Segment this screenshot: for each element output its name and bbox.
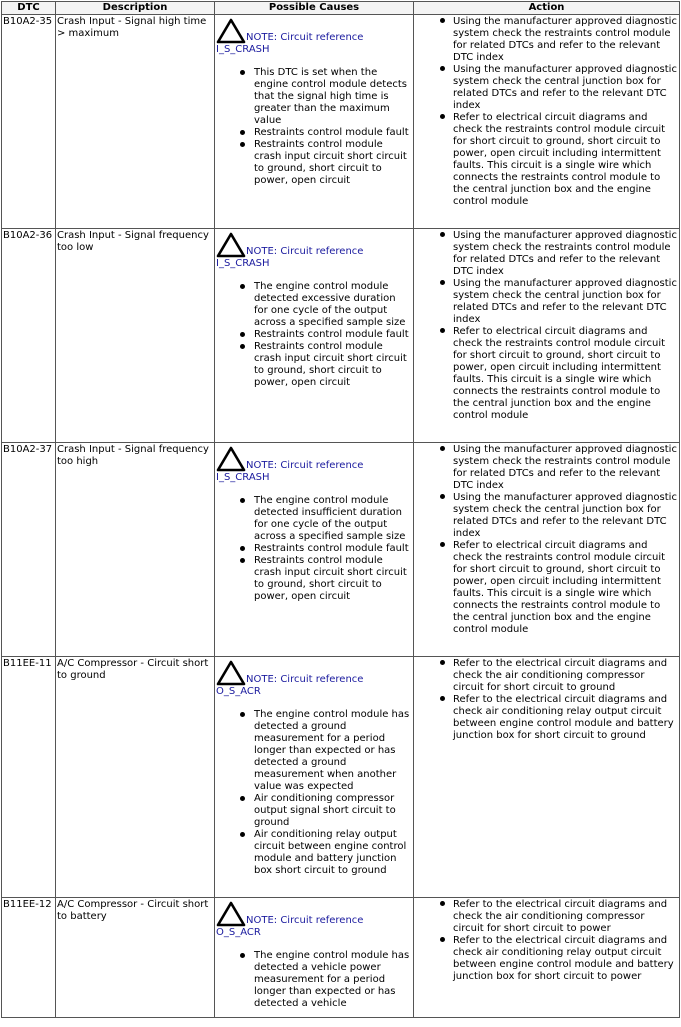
cause-item: Restraints control module crash input circuit short circuit to ground, short circuit to power, open circuit (254, 341, 412, 389)
actions-list (415, 444, 678, 636)
possible-causes-cell (215, 15, 414, 229)
cause-item: Restraints control module crash input circuit short circuit to ground, short circuit to power, open circuit (254, 139, 412, 187)
actions-list (415, 16, 678, 208)
cause-item: The engine control module detected insufficient duration for one cycle of the output across a specified sample size (254, 495, 412, 543)
cause-item: Restraints control module fault (254, 329, 412, 341)
note-line (216, 899, 412, 927)
warning-triangle-icon (216, 901, 246, 927)
action-item: Using the manufacturer approved diagnostic system check the restraints control module for related DTCs and refer to the relevant DTC index (453, 230, 677, 277)
action-item: Using the manufacturer approved diagnostic system check the central junction box for related DTCs and refer to the relevant DTC index (453, 64, 677, 111)
action-cell (414, 229, 680, 443)
possible-causes-cell (215, 898, 414, 1018)
actions-list (415, 899, 678, 983)
note-line (216, 658, 412, 686)
circuit-note (216, 16, 412, 56)
dtc-description: Crash Input - Signal high time > maximum (56, 15, 215, 229)
warning-triangle-icon (216, 18, 246, 44)
circuit-note (216, 230, 412, 270)
table-row (2, 443, 680, 657)
dtc-code: B10A2-36 (2, 229, 56, 443)
cause-item: The engine control module has detected a ground measurement for a period longer than expected or has detected a ground measurement when another value was expected (254, 709, 412, 793)
circuit-note (216, 899, 412, 939)
action-cell (414, 15, 680, 229)
dtc-description: A/C Compressor - Circuit short to battery (56, 898, 215, 1018)
causes-list (216, 709, 412, 877)
action-item: Using the manufacturer approved diagnostic system check the central junction box for related DTCs and refer to the relevant DTC index (453, 278, 677, 325)
action-item: Refer to the electrical circuit diagrams and check the air conditioning compressor circuit for short circuit to power (453, 899, 678, 935)
circuit-reference: O_S_ACR (216, 686, 261, 697)
cause-item: Restraints control module fault (254, 127, 412, 139)
possible-causes-cell (215, 657, 414, 898)
warning-triangle-icon (216, 232, 246, 258)
circuit-note (216, 444, 412, 484)
dtc-table (1, 1, 680, 1018)
header-dtc: DTC (2, 2, 56, 15)
action-item: Refer to electrical circuit diagrams and check the restraints control module circuit for short circuit to ground, short circuit to power, open circuit including intermittent faults. This circuit is a single wire which connects the restraints control module to the central junction box and the engine control module (453, 326, 678, 422)
action-item: Refer to the electrical circuit diagrams and check the air conditioning compressor circuit for short circuit to ground (453, 658, 678, 694)
cause-item: Restraints control module crash input circuit short circuit to ground, short circuit to power, open circuit (254, 555, 412, 603)
circuit-reference: I_S_CRASH (216, 44, 270, 55)
table-row (2, 15, 680, 229)
note-line (216, 444, 412, 472)
dtc-description: Crash Input - Signal frequency too high (56, 443, 215, 657)
action-cell (414, 443, 680, 657)
action-item: Refer to the electrical circuit diagrams and check air conditioning relay output circuit between engine control module and battery junction box for short circuit to power (453, 935, 678, 983)
note-label: NOTE: Circuit reference (246, 674, 364, 685)
causes-list (216, 67, 412, 187)
header-description: Description (56, 2, 215, 15)
dtc-code: B10A2-35 (2, 15, 56, 229)
cause-item: Air conditioning relay output circuit between engine control module and battery junction box short circuit to ground (254, 829, 412, 877)
note-line (216, 16, 412, 44)
possible-causes-cell (215, 443, 414, 657)
circuit-note (216, 658, 412, 698)
dtc-code: B10A2-37 (2, 443, 56, 657)
dtc-description: Crash Input - Signal frequency too low (56, 229, 215, 443)
circuit-reference: I_S_CRASH (216, 258, 270, 269)
dtc-code: B11EE-12 (2, 898, 56, 1018)
header-action: Action (414, 2, 680, 15)
actions-list (415, 658, 678, 742)
circuit-reference: O_S_ACR (216, 927, 261, 938)
cause-item: This DTC is set when the engine control module detects that the signal high time is greater than the maximum value (254, 67, 412, 127)
action-item: Using the manufacturer approved diagnostic system check the restraints control module for related DTCs and refer to the relevant DTC index (453, 16, 677, 63)
table-row (2, 657, 680, 898)
cause-item: Air conditioning compressor output signal short circuit to ground (254, 793, 412, 829)
action-item: Using the manufacturer approved diagnostic system check the central junction box for related DTCs and refer to the relevant DTC index (453, 492, 677, 539)
possible-causes-cell (215, 229, 414, 443)
dtc-code: B11EE-11 (2, 657, 56, 898)
header-possible-causes: Possible Causes (215, 2, 414, 15)
action-cell (414, 898, 680, 1018)
causes-list (216, 281, 412, 389)
note-label: NOTE: Circuit reference (246, 460, 364, 471)
causes-list (216, 950, 412, 1010)
cause-item: The engine control module has detected a vehicle power measurement for a period longer than expected or has detected a vehicle (254, 950, 412, 1010)
dtc-description: A/C Compressor - Circuit short to ground (56, 657, 215, 898)
warning-triangle-icon (216, 446, 246, 472)
action-item: Using the manufacturer approved diagnostic system check the restraints control module for related DTCs and refer to the relevant DTC index (453, 444, 677, 491)
cause-item: The engine control module detected excessive duration for one cycle of the output across a specified sample size (254, 281, 412, 329)
warning-triangle-icon (216, 660, 246, 686)
note-label: NOTE: Circuit reference (246, 915, 364, 926)
header-row (2, 2, 680, 15)
causes-list (216, 495, 412, 603)
note-label: NOTE: Circuit reference (246, 246, 364, 257)
action-cell (414, 657, 680, 898)
action-item: Refer to electrical circuit diagrams and check the restraints control module circuit for short circuit to ground, short circuit to power, open circuit including intermittent faults. This circuit is a single wire which connects the restraints control module to the central junction box and the engine control module (453, 112, 678, 208)
cause-item: Restraints control module fault (254, 543, 412, 555)
table-row (2, 898, 680, 1018)
action-item: Refer to electrical circuit diagrams and check the restraints control module circuit for short circuit to ground, short circuit to power, open circuit including intermittent faults. This circuit is a single wire which connects the restraints control module to the central junction box and the engine control module (453, 540, 678, 636)
action-item: Refer to the electrical circuit diagrams and check air conditioning relay output circuit between engine control module and battery junction box for short circuit to ground (453, 694, 678, 742)
note-label: NOTE: Circuit reference (246, 32, 364, 43)
circuit-reference: I_S_CRASH (216, 472, 270, 483)
actions-list (415, 230, 678, 422)
table-row (2, 229, 680, 443)
note-line (216, 230, 412, 258)
